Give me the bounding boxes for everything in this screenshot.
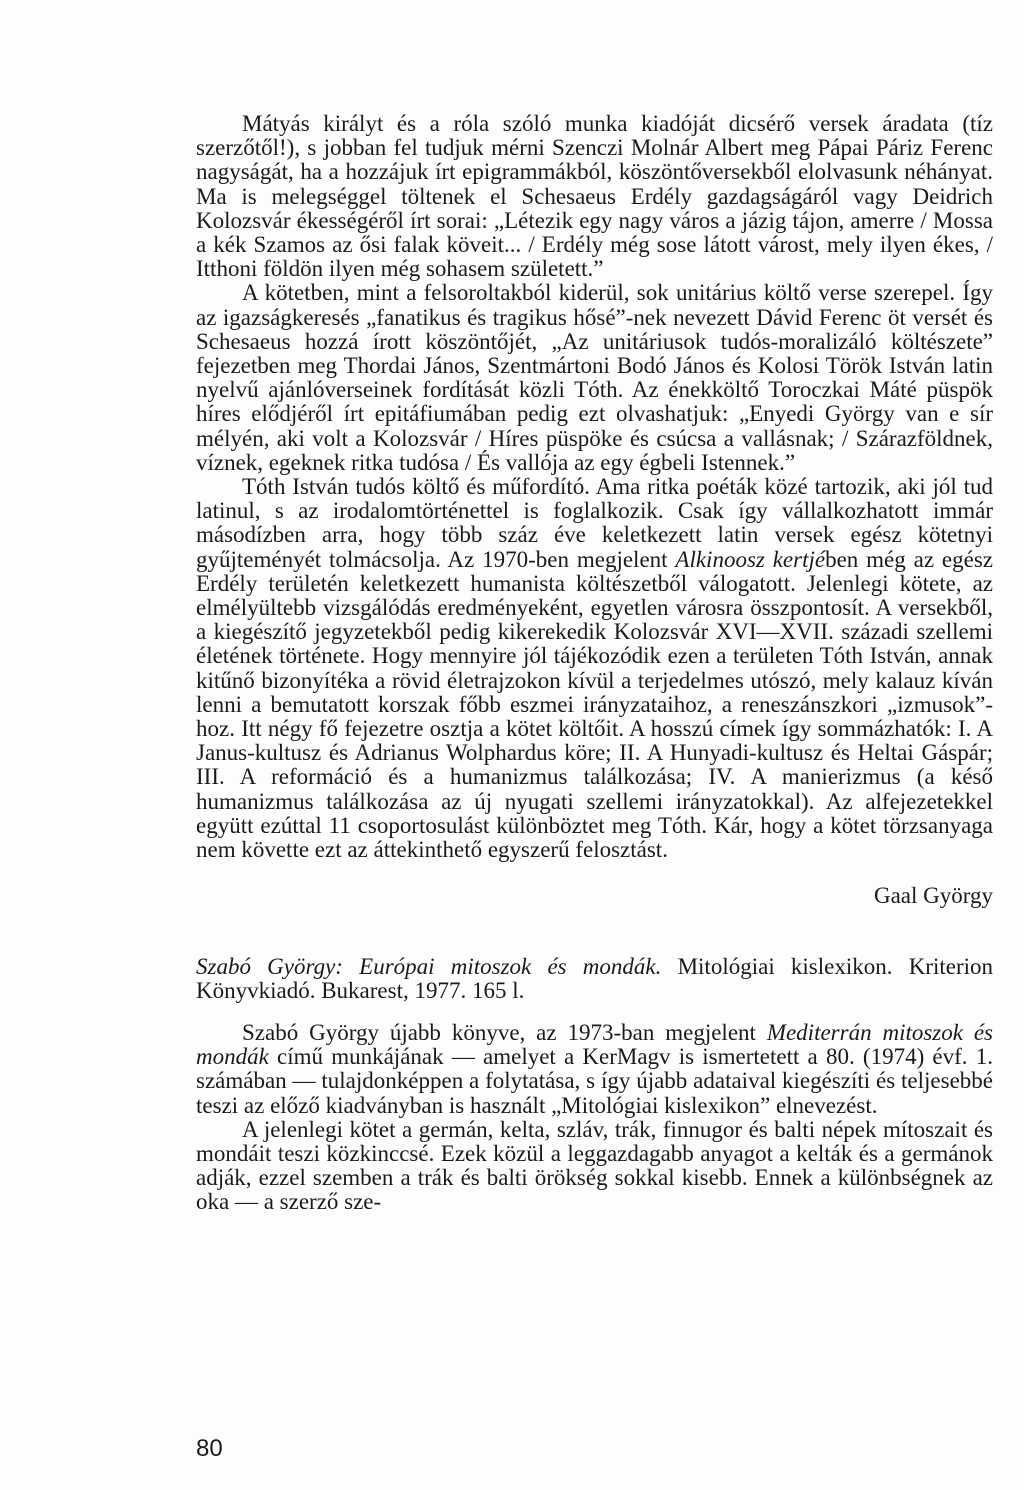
review-szabó-györgy — [196, 955, 993, 1215]
paragraph — [196, 1021, 993, 1118]
review-tóth-istván — [196, 112, 993, 909]
paragraph — [196, 281, 993, 475]
text-run: című munkájának — amelyet a KerMagv is ismertetett a 80. (1974) évf. 1. számában — tulajdonképpen a folytatása, s így újabb adataival kiegészíti és teljesebbé teszi az előző kiadványban is használt „Mitológiai kislexikon” elnevezést. — [196, 1044, 993, 1118]
text-run: ben még az egész Erdély területén keletkezett humanista költészetből válogatott. Jelenlegi kötete, az elmélyültebb vizsgálódás eredményeként, egyetlen városra összpontosít. A versekből, a kiegészítő jegyzetekből pedig kikerekedik Kolozsvár XVI—XVII. századi szellemi életének története. Hogy mennyire jól tájékozódik ezen a területen Tóth István, annak kitűnő bizonyítéka a rövid életrajzokon kívül a terjedelmes utószó, mely kalauz kíván lenni a bemutatott korszak főbb eszmei irányzataihoz, a reneszánszkori „izmusok”-hoz. Itt négy fő fejezetre osztja a kötet költőit. A hosszú címek így sommázhatók: I. A Janus-kultusz és Adrianus Wolphardus köre; II. A Hunyadi-kultusz és Heltai Gáspár; III. A reformáció és a humanizmus találkozása; IV. A manierizmus (a késő humanizmus találkozása az új nyugati szellemi irányzatokkal). Az alfejezetekkel együtt ezúttal 11 csoportosulást különböztet meg Tóth. Kár, hogy a kötet törzsanyaga nem követte ezt az áttekinthető egyszerű felosztást. — [196, 546, 993, 863]
italic-text-run: Alkinoosz kertjé — [675, 546, 826, 572]
italic-text-run: Mediterrán mitoszok és mondák — [196, 1019, 994, 1070]
text-run: Mátyás királyt és a róla szóló munka kiadóját dicsérő versek áradata (tíz szerzőtől!), s jobban fel tudjuk mérni Szenczi Molnár Albert meg Pápai Páriz Ferenc nagyságát, ha a hozzájuk írt epigrammákból, köszöntőversekből elolvasunk néhányat. Ma is melegséggel töltenek el Schesaeus Erdély gazdagságáról vagy Deidrich Kolozsvár ékességéről írt sorai: „Létezik egy nagy város a jázig tájon, amerre / Mossa a kék Szamos az ősi falak köveit... / Erdély még sose látott várost, mely ilyen ékes, / Itthoni földön ilyen még sohasem született.” — [196, 111, 993, 282]
italic-text-run: Szabó György: Európai mitoszok és mondák. — [196, 953, 662, 979]
reviewer-signature: Gaal György — [873, 883, 993, 909]
text-run: A jelenlegi kötet a germán, kelta, szláv, trák, finnugor és balti népek mítoszait és mondáit teszi közkinccsé. Ezek közül a leggazdagabb anyagot a kelták és a germánok adják, ezzel szemben a trák és balti örökség sokkal kisebb. Ennek a különbségnek az oka — a szerző sze- — [196, 1116, 993, 1215]
text-column — [196, 112, 993, 1215]
text-run: Szabó György újabb könyve, az 1973-ban megjelent — [242, 1019, 767, 1045]
text-run: A kötetben, mint a felsoroltakból kiderül, sok unitárius költő verse szerepel. Így az igazságkeresés „fanatikus és tragikus hősé”-nek nevezett Dávid Ferenc öt versét és Schesaeus hozzá írott köszöntőjét, „Az unitáriusok tudós-moralizáló költészete” fejezetben meg Thordai János, Szentmártoni Bodó János és Kolosi Török István latin nyelvű ajánlóverseinek fordítását közli Tóth. Az énekköltő Toroczkai Máté püspök híres elődjéről írt epitáfiumában pedig ezt olvashatjuk: „Enyedi György van e sír mélyén, aki volt a Kolozsvár / Híres püspöke és csúcsa a vallásnak; / Szárazföldnek, víznek, egeknek ritka tudósa / És vallója az egy égbeli Istennek.” — [196, 280, 993, 475]
paragraph — [196, 475, 993, 862]
paragraph — [196, 1118, 993, 1215]
book-citation — [196, 955, 993, 1003]
text-run: Tóth István tudós költő és műfordító. Ama ritka poéták közé tartozik, aki jól tud latinul, s az irodalomtörténettel is foglalkozik. Csak így vállalkozhatott immár másodízben arra, hogy több száz éve keletkezett latin versek egész kötetnyi gyűjteményét tolmácsolja. Az 1970-ben megjelent — [196, 474, 993, 572]
page-number: 80 — [196, 1435, 223, 1462]
paragraph — [196, 112, 993, 281]
text-run: Mitológiai kislexikon. Kriterion Könyvkiadó. Bukarest, 1977. 165 l. — [196, 953, 994, 1003]
